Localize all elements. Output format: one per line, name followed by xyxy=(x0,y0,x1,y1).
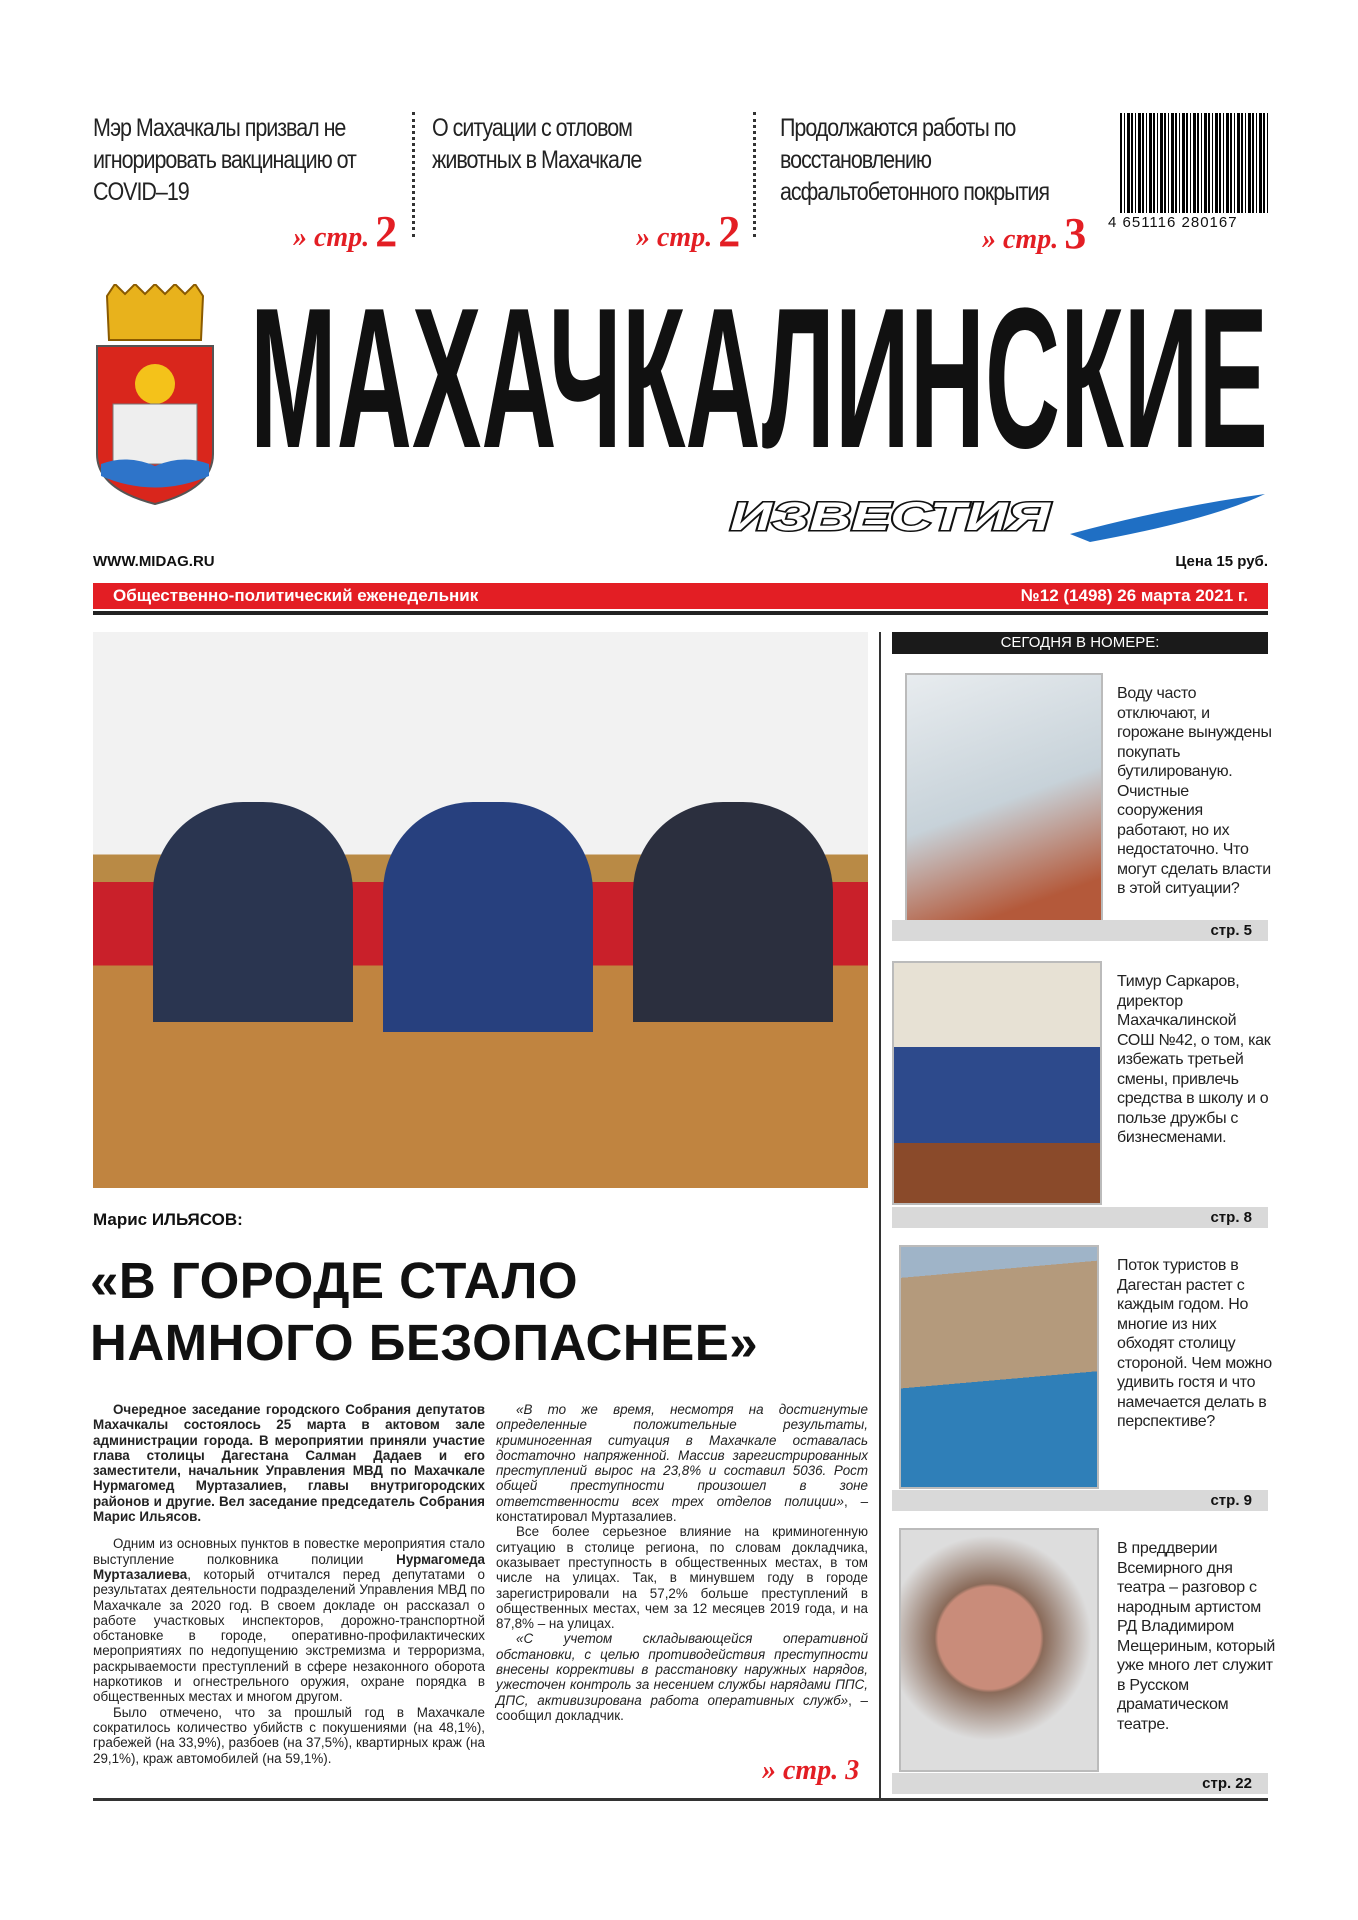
barcode-number: 4 651116 280167 xyxy=(1108,214,1238,231)
quote-text: «С учетом складывающейся оперативной обстановки, с целью противодействия преступности внесены коррективы в расстановку наружных нарядов, ужесточен контроль за несением службы нарядами ППС, ДПС, активизирована работа оперативных служб» xyxy=(496,1631,868,1708)
page-prefix: » стр. xyxy=(982,224,1059,255)
text: , – сообщил докладчик. xyxy=(496,1692,869,1723)
sidebar-item-text[interactable]: Поток туристов в Дагестан растет с каждым годом. Но многие из них обходят столицу стороной. Чем можно удивить гостя и что намечается делать в перспективе? xyxy=(1117,1257,1272,1430)
teaser-animals[interactable]: О ситуации с отловом животных в Махачкале xyxy=(432,114,642,174)
teaser-asphalt[interactable]: Продолжаются работы по восстановлению асфальтобетонного покрытия xyxy=(780,114,1049,206)
sidebar-page-link[interactable]: стр. 5 xyxy=(892,920,1268,941)
quote-text: «В то же время, несмотря на достигнутые определенные положительные результаты, криминогенная ситуация в Махачкале оставалась достаточно напряженной. Массив зарегистрированных преступлений вырос на 23,8% и составил 5036. Рост общей преступности произошел в зоне ответственности всех трех отделов полиции» xyxy=(496,1402,868,1509)
issue-info: №12 (1498) 26 марта 2021 г. xyxy=(1020,586,1248,605)
coat-of-arms-icon xyxy=(93,284,217,506)
continued-link[interactable]: » стр. 3 xyxy=(762,1755,860,1786)
text: , – констатировал Муртазалиев. xyxy=(496,1493,869,1525)
teaser-vaccination[interactable]: Мэр Махачкалы призвал не игнорировать вакцинацию от COVID–19 xyxy=(93,114,356,206)
sidebar-photo-water xyxy=(905,673,1103,929)
page-number: 2 xyxy=(718,207,741,256)
divider xyxy=(412,112,415,237)
column-rule xyxy=(879,632,881,1800)
tagline: Общественно-политический еженедельник xyxy=(113,586,479,605)
headline-line: НАМНОГО БЕЗОПАСНЕЕ» xyxy=(90,1314,759,1371)
article-column-right xyxy=(496,1402,868,1723)
article-quote xyxy=(496,1631,868,1723)
article-paragraph: Все более серьезное влияние на криминогенную ситуацию в столице региона, по словам докладчика, оказывает преступность в общественных местах, в том числе на улицах. Так, в минувшем году в городе зарегистрировали на 57,2% больше преступлений в общественных местах, чем за 12 месяцев 2019 года, и на 87,8% – на улицах. xyxy=(496,1524,868,1632)
barcode xyxy=(1120,113,1268,213)
masthead-title: МАХАЧКАЛИНСКИЕ xyxy=(250,267,1268,490)
sidebar-title: СЕГОДНЯ В НОМЕРЕ: xyxy=(892,632,1268,654)
headline-line: «В ГОРОДЕ СТАЛО xyxy=(90,1252,579,1309)
masthead-logo xyxy=(250,262,1270,544)
page-number: 3 xyxy=(1064,209,1087,258)
divider xyxy=(753,112,756,237)
sidebar-item-text[interactable]: Воду часто отключают, и горожане вынуждены покупать бутилированую. Очистные сооружения работают, но их недостаточно. Что могут сделать власти в этой ситуации? xyxy=(1117,685,1272,897)
sidebar-page-link[interactable]: стр. 22 xyxy=(892,1773,1268,1794)
article-headline[interactable] xyxy=(90,1250,758,1374)
teaser-page-link[interactable] xyxy=(982,209,1087,262)
article-kicker: Марис ИЛЬЯСОВ: xyxy=(93,1210,243,1229)
tagline-bar xyxy=(93,583,1268,609)
price: Цена 15 руб. xyxy=(1175,553,1268,570)
sidebar-page-link[interactable]: стр. 8 xyxy=(892,1207,1268,1228)
teaser-page-link[interactable] xyxy=(293,207,398,260)
sidebar-item-text[interactable]: В преддверии Всемирного дня театра – разговор с народным артистом РД Владимиром Мещериным, который уже много лет служит в Русском драматическом театре. xyxy=(1117,1540,1276,1733)
divider xyxy=(93,611,1268,615)
divider xyxy=(93,1798,1268,1801)
text: Одним из основных пунктов в повестке мероприятия стало выступление полковника полиции xyxy=(93,1536,485,1567)
person xyxy=(633,802,833,1022)
sidebar-photo-actor xyxy=(899,1528,1099,1772)
page-number: 2 xyxy=(375,207,398,256)
sidebar-page-link[interactable]: стр. 9 xyxy=(892,1490,1268,1511)
person xyxy=(153,802,353,1022)
main-photo xyxy=(93,632,868,1188)
masthead-swoosh xyxy=(1070,494,1265,542)
article-quote xyxy=(496,1402,868,1524)
sidebar-item-text[interactable]: Тимур Саркаров, директор Махачкалинской СОШ №42, о том, как избежать третьей смены, привлечь средства в школу и о пользе дружбы с бизнесменами. xyxy=(1117,973,1271,1146)
sidebar-photo-director xyxy=(892,961,1102,1205)
article-column-left xyxy=(93,1402,485,1766)
website-link[interactable]: WWW.MIDAG.RU xyxy=(93,553,215,570)
article-lead: Очередное заседание городского Собрания депутатов Махачкалы состоялось 25 марта в актовом зале администрации города. В мероприятии приняли участие глава столицы Дагестана Салман Дадаев и его заместители, начальник Управления МВД по Махачкале Нурмагомед Муртазалиев, главы внутригородских районов и другие. Вел заседание председатель Собрания Марис Ильясов. xyxy=(93,1402,485,1525)
person xyxy=(383,802,593,1032)
masthead-subtitle: ИЗВЕСТИЯ xyxy=(730,495,1052,539)
page-prefix: » стр. xyxy=(636,222,713,253)
page-prefix: » стр. xyxy=(293,222,370,253)
article-paragraph xyxy=(93,1536,485,1704)
article-paragraph: Было отмечено, что за прошлый год в Махачкале сократилось количество убийств с покушениями (на 48,1%), грабежей (на 33,9%), разбоев (на 37,5%), квартирных краж (на 29,1%), краж автомобилей (на 59,1%). xyxy=(93,1704,485,1766)
sidebar-photo-city xyxy=(899,1245,1099,1489)
teaser-page-link[interactable] xyxy=(636,207,741,260)
person-name: Нурмагомеда Муртазалиева xyxy=(93,1551,485,1582)
text: , который отчитался перед депутатами о результатах деятельности подразделений Управления МВД по Махачкале за 2020 год. В своем докладе он рассказал о работе участковых инспекторов, дорожно-транспортной обстановке в городе, оперативно-профилактических мероприятиях по недопущению экстремизма и терроризма, раскрываемости преступлений в сфере незаконного оборота наркотиков и огнестрельного оружия, охране порядка в общественных местах и многом другом. xyxy=(93,1566,485,1705)
